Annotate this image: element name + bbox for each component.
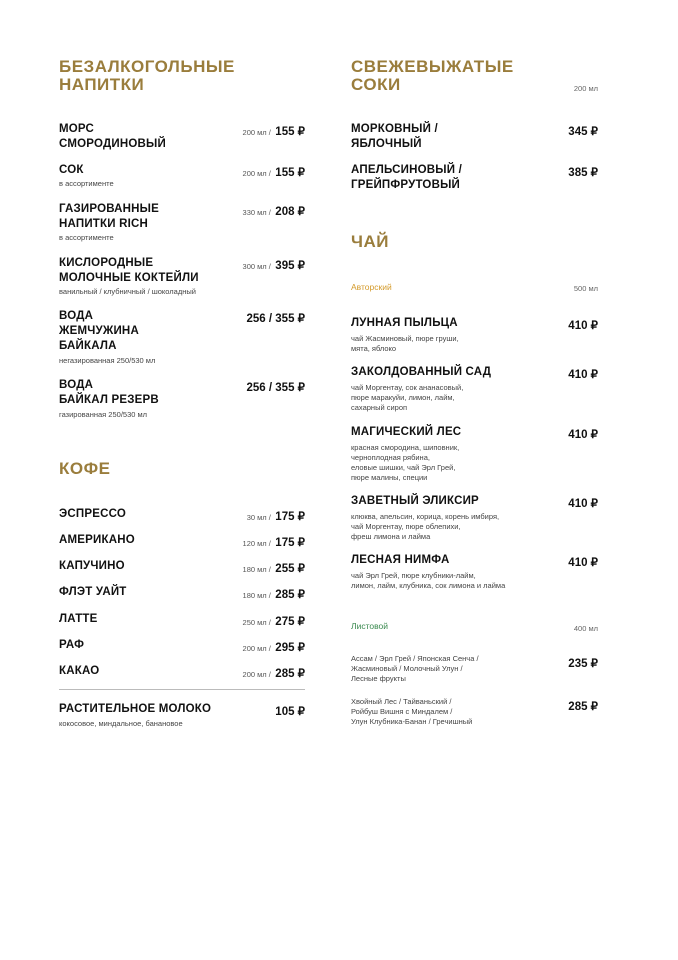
item-name: КАКАО bbox=[59, 665, 100, 677]
item-amount: 256 / 355 ₽ bbox=[246, 382, 305, 394]
item-amount: 175 ₽ bbox=[275, 511, 305, 523]
menu-item bbox=[59, 612, 305, 627]
item-description: в ассортименте bbox=[59, 233, 114, 242]
item-description: красная смородина, шиповник, черноплодная рябина, еловые шишки, чай Эрл Грей, пюре малины, специи bbox=[351, 443, 460, 482]
item-volume: 330 мл / bbox=[242, 208, 271, 217]
item-price bbox=[568, 697, 598, 715]
item-volume: 180 мл / bbox=[242, 591, 271, 600]
item-price bbox=[568, 163, 598, 181]
item-volume: 300 мл / bbox=[242, 262, 271, 271]
item-price bbox=[247, 309, 305, 327]
item-volume: 200 мл / bbox=[242, 670, 271, 679]
juice-volume: 200 мл bbox=[573, 84, 598, 93]
item-amount: 285 ₽ bbox=[568, 701, 598, 713]
item-volume: 120 мл / bbox=[242, 539, 271, 548]
item-name: ЗАКОЛДОВАННЫЙ САД bbox=[351, 366, 492, 378]
item-price bbox=[568, 316, 598, 334]
menu-item bbox=[351, 697, 598, 727]
item-amount: 295 ₽ bbox=[275, 642, 305, 654]
item-amount: 410 ₽ bbox=[568, 320, 598, 332]
menu-item bbox=[351, 494, 598, 542]
item-name: ВОДА ЖЕМЧУЖИНА БАЙКАЛА bbox=[59, 310, 139, 352]
item-volume: 250 мл / bbox=[242, 618, 271, 627]
item-description: чай Моргентау, сок ананасовый, пюре маракуйи, лимон, лайм, сахарный сироп bbox=[351, 383, 464, 412]
item-description: ванильный / клубничный / шоколадный bbox=[59, 287, 196, 296]
item-volume: 200 мл / bbox=[242, 169, 271, 178]
item-name: ЗАВЕТНЫЙ ЭЛИКСИР bbox=[351, 495, 479, 507]
item-price bbox=[243, 559, 305, 577]
menu-item bbox=[351, 654, 598, 684]
menu-item bbox=[59, 702, 305, 729]
item-amount: 410 ₽ bbox=[568, 557, 598, 569]
item-amount: 385 ₽ bbox=[568, 167, 598, 179]
item-amount: 255 ₽ bbox=[275, 563, 305, 575]
item-amount: 275 ₽ bbox=[275, 616, 305, 628]
item-price bbox=[243, 202, 305, 220]
divider bbox=[59, 689, 305, 690]
item-name: ФЛЭТ УАЙТ bbox=[59, 586, 127, 598]
item-amount: 105 ₽ bbox=[275, 706, 305, 718]
item-price bbox=[275, 702, 305, 720]
menu-item bbox=[59, 559, 305, 574]
item-name: ЛЕСНАЯ НИМФА bbox=[351, 554, 450, 566]
item-amount: 208 ₽ bbox=[275, 206, 305, 218]
menu-item bbox=[59, 122, 305, 152]
item-amount: 410 ₽ bbox=[568, 429, 598, 441]
menu-item bbox=[351, 122, 598, 152]
item-amount: 410 ₽ bbox=[568, 369, 598, 381]
item-amount: 175 ₽ bbox=[275, 537, 305, 549]
item-name: МАГИЧЕСКИЙ ЛЕС bbox=[351, 426, 462, 438]
author-tea-label: Авторский bbox=[351, 282, 392, 292]
item-price bbox=[568, 494, 598, 512]
item-amount: 395 ₽ bbox=[275, 260, 305, 272]
item-name: ЭСПРЕССО bbox=[59, 508, 126, 520]
item-description: в ассортименте bbox=[59, 179, 114, 188]
item-price bbox=[243, 163, 305, 181]
author-tea-volume: 500 мл bbox=[573, 284, 598, 293]
item-name: РАФ bbox=[59, 639, 85, 651]
tea-title: ЧАЙ bbox=[351, 232, 389, 251]
item-price bbox=[243, 664, 305, 682]
item-volume: 200 мл / bbox=[242, 644, 271, 653]
menu-item bbox=[59, 309, 305, 366]
item-amount: 235 ₽ bbox=[568, 658, 598, 670]
menu-item bbox=[351, 316, 598, 354]
item-name: СОК bbox=[59, 164, 84, 176]
fresh-juice-title: СВЕЖЕВЫЖАТЫЕ СОКИ bbox=[351, 57, 514, 94]
item-price bbox=[243, 533, 305, 551]
item-name: ЛУННАЯ ПЫЛЬЦА bbox=[351, 317, 458, 329]
item-price bbox=[247, 378, 305, 396]
menu-item bbox=[351, 425, 598, 483]
leaf-tea-volume: 400 мл bbox=[573, 624, 598, 633]
item-name: ВОДА БАЙКАЛ РЕЗЕРВ bbox=[59, 379, 159, 406]
item-amount: 285 ₽ bbox=[275, 668, 305, 680]
item-description: чай Жасминовый, пюре груши, мята, яблоко bbox=[351, 334, 459, 353]
item-name: АМЕРИКАНО bbox=[59, 534, 135, 546]
leaf-tea-label: Листовой bbox=[351, 621, 388, 631]
item-volume: 30 мл / bbox=[246, 513, 271, 522]
menu-item bbox=[351, 365, 598, 413]
menu-item bbox=[59, 163, 305, 189]
item-description: клюква, апельсин, корица, корень имбиря, чай Моргентау, пюре облепихи, фреш лимона и лайма bbox=[351, 512, 500, 541]
item-price bbox=[243, 638, 305, 656]
item-name: МОРС СМОРОДИНОВЫЙ bbox=[59, 123, 166, 150]
item-price bbox=[247, 507, 305, 525]
item-description: кокосовое, миндальное, банановое bbox=[59, 719, 183, 728]
item-price bbox=[243, 612, 305, 630]
item-price bbox=[243, 585, 305, 603]
menu-item bbox=[59, 202, 305, 243]
item-name: МОРКОВНЫЙ / ЯБЛОЧНЫЙ bbox=[351, 123, 438, 150]
coffee-title: КОФЕ bbox=[59, 459, 111, 478]
item-name: РАСТИТЕЛЬНОЕ МОЛОКО bbox=[59, 703, 212, 715]
item-name: КАПУЧИНО bbox=[59, 560, 125, 572]
item-volume: 180 мл / bbox=[242, 565, 271, 574]
item-name: ГАЗИРОВАННЫЕ НАПИТКИ RICH bbox=[59, 203, 160, 230]
menu-item bbox=[59, 638, 305, 653]
item-price bbox=[243, 256, 305, 274]
item-description: газированная 250/530 мл bbox=[59, 410, 148, 419]
item-name: ЛАТТЕ bbox=[59, 613, 98, 625]
menu-item bbox=[59, 585, 305, 600]
item-description: Хвойный Лес / Тайваньский / Ройбуш Вишня с Миндалем / Улун Клубника-Банан / Гречишный bbox=[351, 697, 473, 726]
item-description: негазированная 250/530 мл bbox=[59, 356, 156, 365]
item-price bbox=[568, 365, 598, 383]
item-amount: 256 / 355 ₽ bbox=[246, 313, 305, 325]
item-amount: 285 ₽ bbox=[275, 589, 305, 601]
item-price bbox=[568, 122, 598, 140]
item-price bbox=[568, 425, 598, 443]
item-volume: 200 мл / bbox=[242, 128, 271, 137]
menu-item bbox=[351, 163, 598, 193]
menu-item bbox=[59, 507, 305, 522]
menu-item bbox=[351, 553, 598, 591]
menu-item bbox=[59, 256, 305, 297]
item-price bbox=[568, 553, 598, 571]
item-amount: 155 ₽ bbox=[275, 126, 305, 138]
item-amount: 410 ₽ bbox=[568, 498, 598, 510]
item-price bbox=[568, 654, 598, 672]
menu-item bbox=[59, 664, 305, 679]
item-amount: 345 ₽ bbox=[568, 126, 598, 138]
item-description: Ассам / Эрл Грей / Японская Сенча / Жасминовый / Молочный Улун / Лесные фрукты bbox=[351, 654, 479, 683]
item-price bbox=[243, 122, 305, 140]
soft-drinks-title: БЕЗАЛКОГОЛЬНЫЕ НАПИТКИ bbox=[59, 57, 235, 94]
item-name: АПЕЛЬСИНОВЫЙ / ГРЕЙПФРУТОВЫЙ bbox=[351, 164, 462, 191]
menu-item bbox=[59, 533, 305, 548]
item-name: КИСЛОРОДНЫЕ МОЛОЧНЫЕ КОКТЕЙЛИ bbox=[59, 257, 199, 284]
item-description: чай Эрл Грей, пюре клубники-лайм, лимон, лайм, клубника, сок лимона и лайма bbox=[351, 571, 506, 590]
menu-item bbox=[59, 378, 305, 420]
item-amount: 155 ₽ bbox=[275, 167, 305, 179]
